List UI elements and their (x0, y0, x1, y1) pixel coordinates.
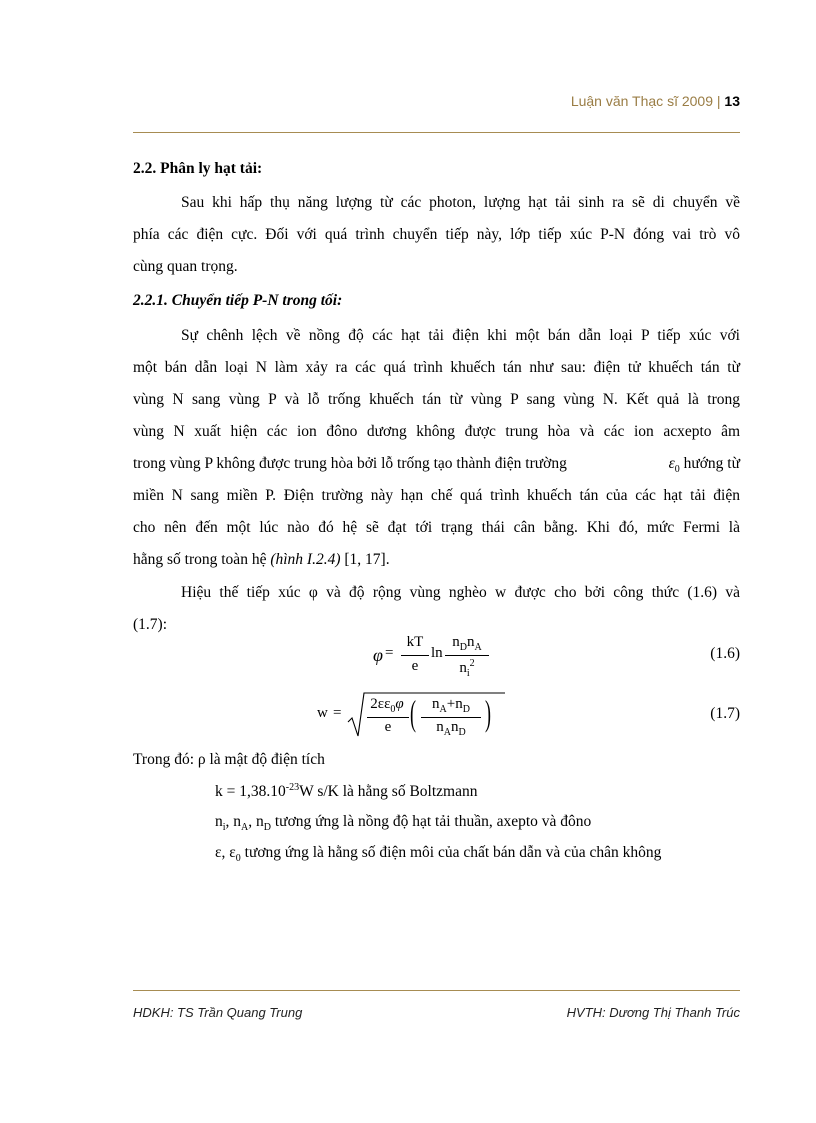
fraction-bar (401, 655, 429, 656)
fraction-denominator: e (411, 658, 419, 674)
right-paren: ) (485, 693, 491, 733)
inner-denominator: $n_An_D$ (436, 719, 466, 738)
footer-rule (133, 990, 740, 991)
footer-author: HVTH: Dương Thị Thanh Trúc (566, 1005, 740, 1020)
definition-boltzmann: $k = 1,38.10^{-23}W$ s/K là hằng số Boltzmann (215, 782, 478, 801)
paragraph-text: trong vùng P không được trung hòa bởi lỗ trống tạo thành điện trường (133, 455, 567, 472)
paragraph-line: (1.7): (133, 616, 168, 633)
equation-1-7 (317, 690, 517, 740)
paragraph-line: cùng quan trọng. (133, 258, 238, 275)
definition-carrier-density: $n_i$, $n_A$, $n_D$ tương ứng là nồng độ hạt tải thuần, axepto và đôno (215, 813, 592, 834)
equation-number: (1.7) (710, 705, 740, 722)
header-rule (133, 132, 740, 133)
definitions-lead: Trong đó: ρ là mật độ điện tích (133, 751, 325, 768)
paragraph-line: vùng N sang vùng P và lỗ trống khuếch tán từ vùng P sang vùng N. Kết quả là trong (133, 391, 740, 408)
paragraph-line: miền N sang miền P. Điện trường này hạn chế quá trình khuếch tán của các hạt tải điện (133, 487, 740, 504)
paragraph-line: vùng N xuất hiện các ion đôno dương không được trung hòa và các ion acxepto âm (133, 423, 740, 440)
log-numerator: $n_Dn_A$ (452, 634, 482, 653)
fraction-bar (367, 717, 409, 718)
field-symbol-group (657, 455, 740, 475)
ln-operator: ln (431, 645, 443, 661)
equation-number: (1.6) (710, 645, 740, 662)
paragraph-line: phía các điện cực. Đối với quá trình chuyển tiếp này, lớp tiếp xúc P-N đóng vai trò vô (133, 226, 740, 243)
paragraph-line: Hiệu thế tiếp xúc φ và độ rộng vùng nghèo w được cho bởi công thức (1.6) và (181, 584, 740, 601)
citation: [1, 17]. (344, 551, 390, 568)
section-heading: 2.2. Phân ly hạt tải: (133, 160, 263, 177)
running-header (133, 93, 740, 109)
definition-permittivity: ε, $\varepsilon_0$ tương ứng là hằng số điện môi của chất bán dẫn và của chân không (215, 844, 662, 865)
paragraph-line: Sự chênh lệch về nồng độ các hạt tải điện khi một bán dẫn loại P tiếp xúc với (181, 327, 740, 344)
paragraph-text: hằng số trong toàn hệ (133, 551, 267, 568)
page-number: 13 (724, 93, 740, 109)
radicand-denominator: e (384, 719, 392, 735)
running-title: Luận văn Thạc sĩ 2009 (570, 93, 713, 109)
paragraph-line: một bán dẫn loại N làm xảy ra các quá trình khuếch tán như sau: điện tử khuếch tán từ (133, 359, 740, 376)
subsection-heading: 2.2.1. Chuyển tiếp P-N trong tối: (133, 292, 343, 309)
equation-1-6 (373, 634, 633, 682)
phi-symbol: φ (373, 645, 383, 665)
w-symbol: w (317, 705, 328, 721)
fraction-bar (445, 655, 489, 656)
paragraph-line: cho nên đến một lúc nào đó hệ sẽ đạt tới trạng thái cân bằng. Khi đó, mức Fermi là (133, 519, 740, 536)
equals-sign: = (385, 645, 394, 661)
left-paren: ( (410, 693, 416, 733)
paragraph-text: hướng từ (683, 455, 740, 472)
equals-sign: = (333, 705, 342, 721)
paragraph-line (133, 551, 740, 569)
paragraph-line: Sau khi hấp thụ năng lượng từ các photon, lượng hạt tải sinh ra sẽ di chuyển về (181, 194, 740, 211)
log-denominator: $n_i^2$ (459, 658, 475, 679)
fraction-bar (421, 717, 481, 718)
inner-numerator: $n_A+n_D$ (432, 696, 470, 715)
field-symbol-subscript: 0 (674, 464, 680, 476)
header-separator: | (716, 93, 721, 109)
footer-advisor: HDKH: TS Trần Quang Trung (133, 1005, 303, 1020)
paragraph-line (133, 455, 740, 475)
fraction-numerator: kT (406, 634, 424, 650)
field-symbol: ε (668, 455, 675, 472)
figure-reference: (hình I.2.4) (270, 551, 341, 568)
radicand-numerator: $2\varepsilon\varepsilon_0\varphi$ (370, 696, 404, 715)
